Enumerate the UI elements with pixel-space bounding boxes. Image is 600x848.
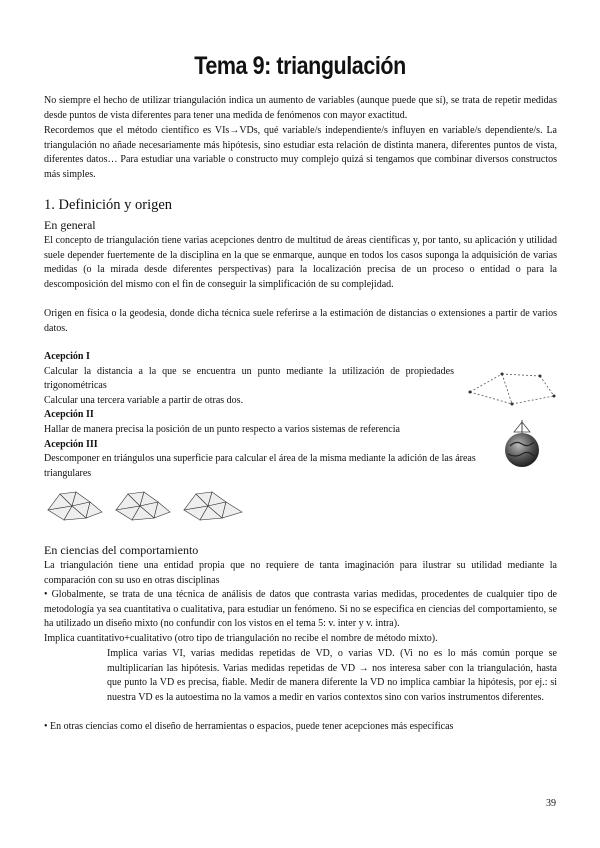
comportamiento-paragraph-5: • En otras ciencias como el diseño de herramientas o espacios, puede tener acepciones más específicas [44, 721, 454, 732]
page-title: Tema 9: triangulación [194, 52, 406, 80]
triangulated-surfaces-image [46, 486, 246, 522]
acepcion-1-label: Acepción I [44, 351, 90, 362]
acepcion-1-text-2: Calcular una tercera variable a partir de otras dos. [44, 394, 244, 406]
page-number: 39 [546, 798, 556, 809]
acepcion-1-text: Calcular la distancia a la que se encuentra un punto mediante la utilización de propiedades trigonométricas [44, 365, 454, 392]
general-paragraph-1: El concepto de triangulación tiene varias acepciones dentro de multitud de áreas científicas y, por tanto, su aplicación y utilidad suele depender fuertemente de la disciplina en la que se enmarque, aunque en todos los casos suponga la adquisición de varias medidas (o la mirada desde diferentes perspectivas) para la localización precisa de un proceso o entidad o para la descomposición del mismo con el fin de conseguir la simplificación de su complejidad. [44, 235, 557, 290]
subheading-comportamiento: En ciencias del comportamiento [44, 543, 199, 557]
acepcion-3-label: Acepción III [44, 438, 98, 450]
comportamiento-paragraph-3: Implica cuantitativo+cualitativo (otro tipo de triangulación no recibe el nombre de método mixto). [44, 633, 438, 644]
acepcion-2-text: Hallar de manera precisa la posición de un punto respecto a varios sistemas de referencia [44, 423, 400, 435]
intro-paragraph-2: Recordemos que el método científico es VIs→VDs, qué variable/s independiente/s influyen en variable/s dependiente/s. La triangulación no añade necesariamente más hipótesis, sino estudiar esta relación de distinta manera, diferentes puntos de vista, diferentes datos… Para estudiar una variable o constructo muy complejo quizá si tengamos que combinar diversos constructos más simples. [44, 125, 557, 180]
intro-paragraph-1: No siempre el hecho de utilizar triangulación indica un aumento de variables (aunque puede que sí), se trata de repetir medidas desde puntos de vista diferentes para tener una medida de fenómenos con mayor exactitud. [44, 95, 557, 121]
comportamiento-paragraph-1: La triangulación tiene una entidad propia que no requiere de tanta imaginación para ilustrar su utilidad mediante la comparación con su uso en otras disciplinas [44, 560, 557, 586]
acepcion-3-text: Descomponer en triángulos una superficie para calcular el área de la misma mediante la adición de las áreas triangulares [44, 453, 476, 479]
triangulation-sketch-image [462, 364, 562, 412]
subheading-general: En general [44, 218, 96, 232]
acepcion-2-label: Acepción II [44, 409, 94, 421]
comportamiento-paragraph-2: • Globalmente, se trata de una técnica de análisis de datos que contrasta varias medidas, procedentes de cualquier tipo de metodología ya sea cuantitativa o cualitativa, para estudiar un fenómeno. Si no se especifica en ciencias del comportamiento, se ha utilizado un diseño mixto (no confundir con los vistos en el tema 5: v. inter y v. intra). [44, 589, 557, 630]
comportamiento-indented-paragraph: Implica varias VI, varias medidas repetidas de VD, o varias VD. (Vi no es lo más común porque se multiplicarían las hipótesis. Varias medidas repetidas de VD → nos interesa saber con la triangulación, hasta que punto la VD es precisa, fiable. Medir de manera diferente la VD no implica cambiar la hipótesis, por ej.: si nuestra VD es la autoestima no la vamos a medir en varios contextos sino con varios instrumentos diferentes. [107, 648, 557, 703]
section-heading: 1. Definición y origen [44, 197, 173, 213]
globe-image [492, 418, 552, 470]
acepcion-block [44, 350, 476, 481]
general-paragraph-2: Origen en física o la geodesia, donde dicha técnica suele referirse a la estimación de distancias o extensiones a partir de varios datos. [44, 308, 557, 334]
